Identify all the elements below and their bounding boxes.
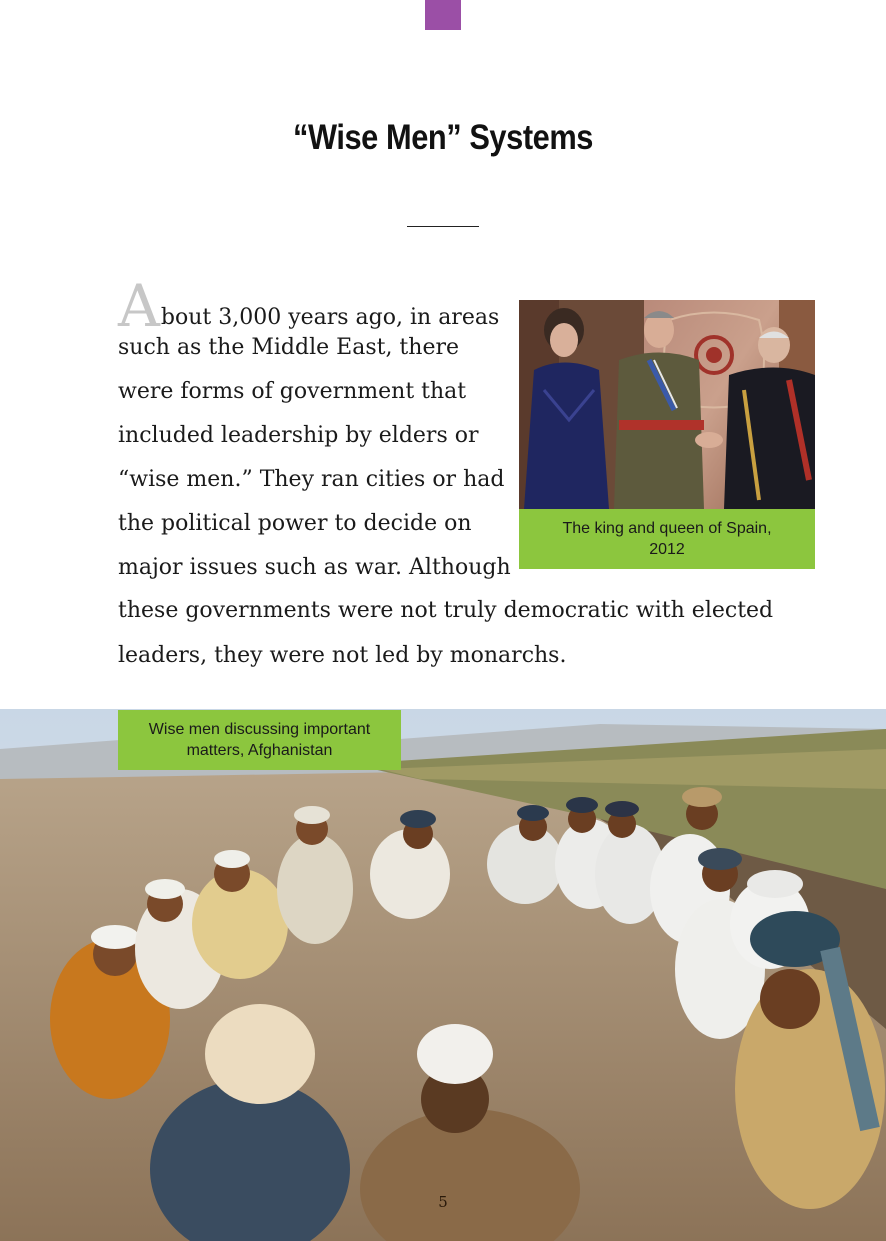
body-line-5: “wise men.” They ran cities or had — [118, 467, 505, 492]
body-line-3: were forms of government that — [118, 379, 467, 404]
body-line-8: these governments were not truly democratic with elected — [118, 598, 774, 623]
afghanistan-photo-caption: Wise men discussing important matters, Afghanistan — [118, 710, 401, 770]
body-line-7: major issues such as war. Although — [118, 555, 511, 580]
body-line-6: the political power to decide on — [118, 511, 472, 536]
page-number: 5 — [438, 1193, 448, 1211]
body-line-4: included leadership by elders or — [118, 423, 479, 448]
body-line-1: About 3,000 years ago, in areas — [118, 272, 500, 340]
spain-royals-photo — [519, 300, 815, 509]
page-tab-marker — [425, 0, 461, 30]
body-line-9: leaders, they were not led by monarchs. — [118, 643, 567, 668]
page-title: “Wise Men” Systems — [293, 118, 593, 157]
spain-photo-caption: The king and queen of Spain, 2012 — [519, 509, 815, 569]
body-line-2: such as the Middle East, there — [118, 335, 459, 360]
title-divider — [407, 226, 479, 227]
afghanistan-elders-photo — [0, 709, 886, 1241]
spain-photo-figure — [519, 300, 815, 569]
drop-cap: A — [118, 272, 160, 340]
